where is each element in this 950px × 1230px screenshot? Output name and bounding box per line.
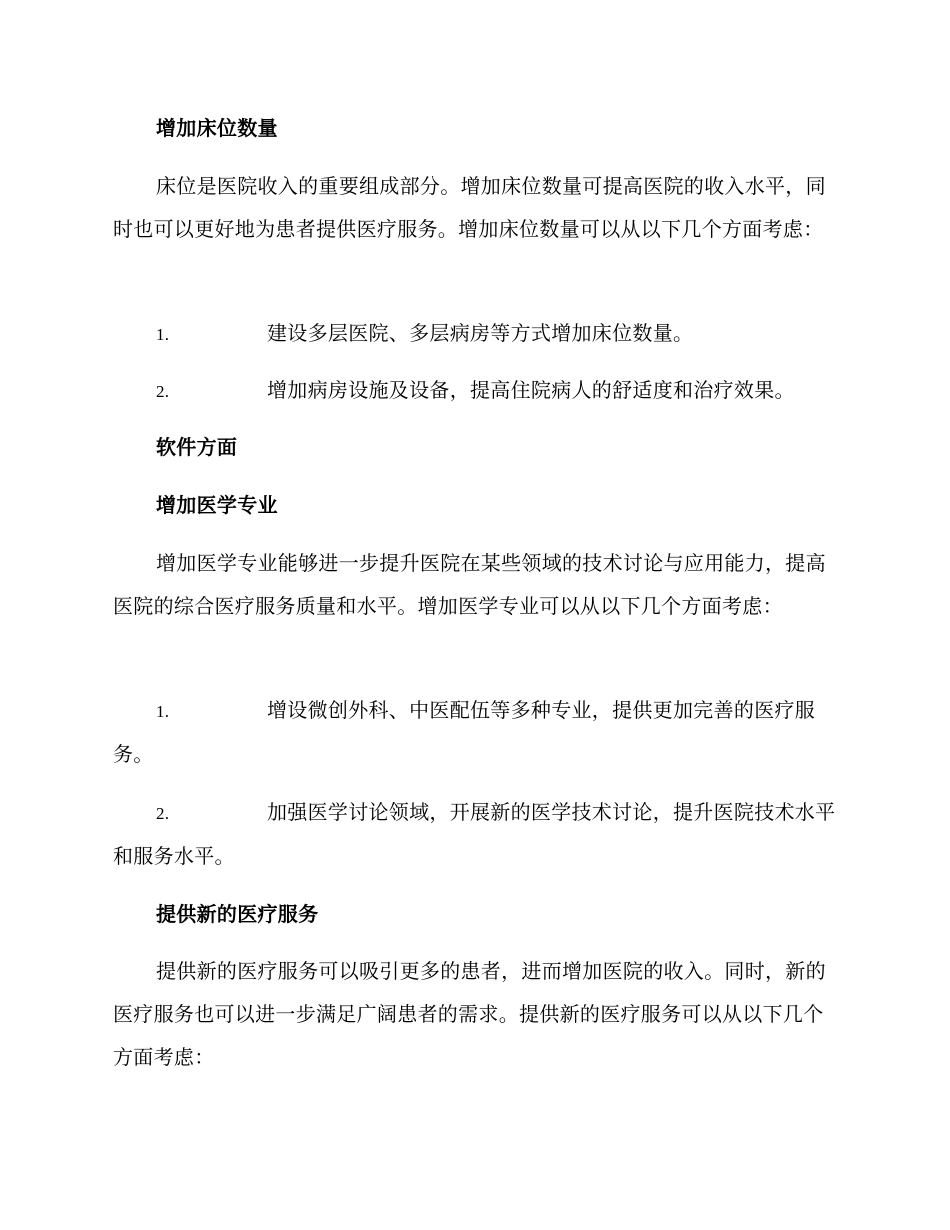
list-item-specialties-2 [113, 791, 838, 878]
list-item-text: 增设微创外科、中医配伍等多种专业，提供更加完善的医疗服务。 [113, 698, 816, 766]
list-number: 1. [156, 325, 170, 344]
list-item-specialties-1 [113, 689, 838, 776]
list-number: 1. [156, 702, 170, 721]
paragraph-specialties: 增加医学专业能够进一步提升医院在某些领域的技术讨论与应用能力，提高医院的综合医疗服务质量和水平。增加医学专业可以从以下几个方面考虑： [113, 551, 826, 618]
section-heading-new-services: 提供新的医疗服务 [156, 902, 319, 926]
section-heading-software: 软件方面 [156, 435, 238, 459]
list-item-text: 建设多层医院、多层病房等方式增加床位数量。 [267, 321, 694, 345]
paragraph-new-services: 提供新的医疗服务可以吸引更多的患者，进而增加医院的收入。同时，新的医疗服务也可以进一步满足广阔患者的需求。提供新的医疗服务可以从以下几个方面考虑： [113, 959, 826, 1069]
list-item-text: 增加病房设施及设备，提高住院病人的舒适度和治疗效果。 [267, 378, 795, 402]
list-number: 2. [156, 804, 170, 823]
section-heading-beds: 增加床位数量 [156, 116, 278, 140]
paragraph-beds: 床位是医院收入的重要组成部分。增加床位数量可提高医院的收入水平，同时也可以更好地为患者提供医疗服务。增加床位数量可以从以下几个方面考虑： [113, 174, 826, 241]
list-item-beds-2 [113, 369, 838, 413]
list-number: 2. [156, 382, 170, 401]
list-item-beds-1 [113, 312, 838, 356]
section-heading-specialties: 增加医学专业 [156, 493, 278, 517]
list-item-text: 加强医学讨论领域，开展新的医学技术讨论，提升医院技术水平和服务水平。 [113, 800, 836, 868]
